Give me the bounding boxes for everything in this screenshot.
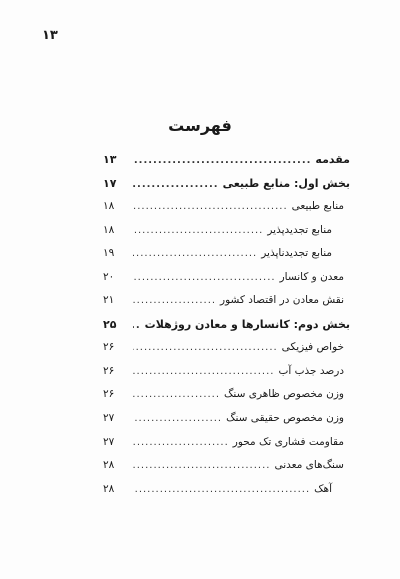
dot-leader [133, 366, 274, 377]
toc-entry [103, 483, 350, 507]
dot-leader [133, 225, 263, 236]
toc-entry [103, 271, 350, 295]
toc-entry-page: ۲۶ [103, 341, 115, 354]
toc-entry-label: مقاومت فشاری تک محور [232, 435, 344, 448]
toc-entry [103, 388, 350, 412]
dot-leader [133, 248, 257, 259]
dot-leader [133, 295, 216, 306]
toc-entry-page: ۲۰ [103, 270, 115, 283]
toc-entry-page: ۲۱ [103, 294, 115, 307]
toc-entry-label: وزن مخصوص ظاهری سنگ [224, 388, 344, 401]
dot-leader [133, 342, 278, 353]
toc-entry-label: مقدمه [315, 153, 350, 166]
dot-leader [133, 179, 219, 190]
toc-entry-label: بخش دوم: کانسارها و معادن روژهلات [144, 317, 350, 331]
toc-entry-introduction [103, 153, 350, 177]
dot-leader [133, 413, 222, 424]
page-number: ۱۳ [42, 28, 58, 43]
toc-entry [103, 459, 350, 483]
toc-entry-page: ۲۷ [103, 435, 115, 448]
toc-entry-label: معدن و کانسار [279, 270, 344, 283]
toc-entry-page: ۱۳ [103, 153, 117, 166]
toc-entry [103, 224, 350, 248]
toc-title: فهرست [168, 116, 232, 135]
toc-entry-page: ۲۷ [103, 412, 115, 425]
dot-leader [133, 155, 311, 166]
toc-entry [103, 412, 350, 436]
toc-entry-page: ۲۸ [103, 482, 115, 495]
toc-entry-page: ۲۸ [103, 459, 115, 472]
toc-entry [103, 341, 350, 365]
toc-entry-label: درصد جذب آب [278, 364, 344, 377]
table-of-contents [103, 153, 350, 506]
toc-entry-page: ۱۸ [103, 200, 115, 213]
toc-entry-label: خواص فیزیکی [281, 341, 344, 354]
dot-leader [133, 389, 220, 400]
toc-entry-page: ۲۵ [103, 317, 117, 331]
toc-entry-label: آهک [314, 482, 332, 495]
dot-leader [133, 460, 270, 471]
toc-entry [103, 200, 350, 224]
toc-entry-label: منابع تجدیدناپذیر [261, 247, 332, 260]
toc-entry-label: سنگ‌های معدنی [274, 459, 344, 472]
toc-entry [103, 247, 350, 271]
dot-leader [133, 272, 276, 283]
dot-leader [133, 484, 310, 495]
toc-entry-page: ۲۶ [103, 364, 115, 377]
toc-entry-label: منابع طبیعی [291, 200, 344, 213]
toc-entry [103, 294, 350, 318]
toc-entry-page: ۲۶ [103, 388, 115, 401]
toc-entry-page: ۱۸ [103, 223, 115, 236]
toc-entry-label: وزن مخصوص حقیقی سنگ [226, 412, 344, 425]
toc-entry-label: بخش اول: منابع طبیعی [222, 176, 350, 190]
toc-entry-part-two [103, 318, 350, 342]
dot-leader [133, 201, 288, 212]
dot-leader [133, 320, 141, 331]
toc-entry-label: نقش معادن در اقتصاد کشور [220, 294, 344, 307]
toc-entry-page: ۱۹ [103, 247, 115, 260]
dot-leader [133, 437, 229, 448]
toc-entry [103, 436, 350, 460]
toc-entry-page: ۱۷ [103, 176, 117, 190]
toc-entry-part-one [103, 177, 350, 201]
toc-entry [103, 365, 350, 389]
toc-entry-label: منابع تجدیدپذیر [267, 223, 332, 236]
